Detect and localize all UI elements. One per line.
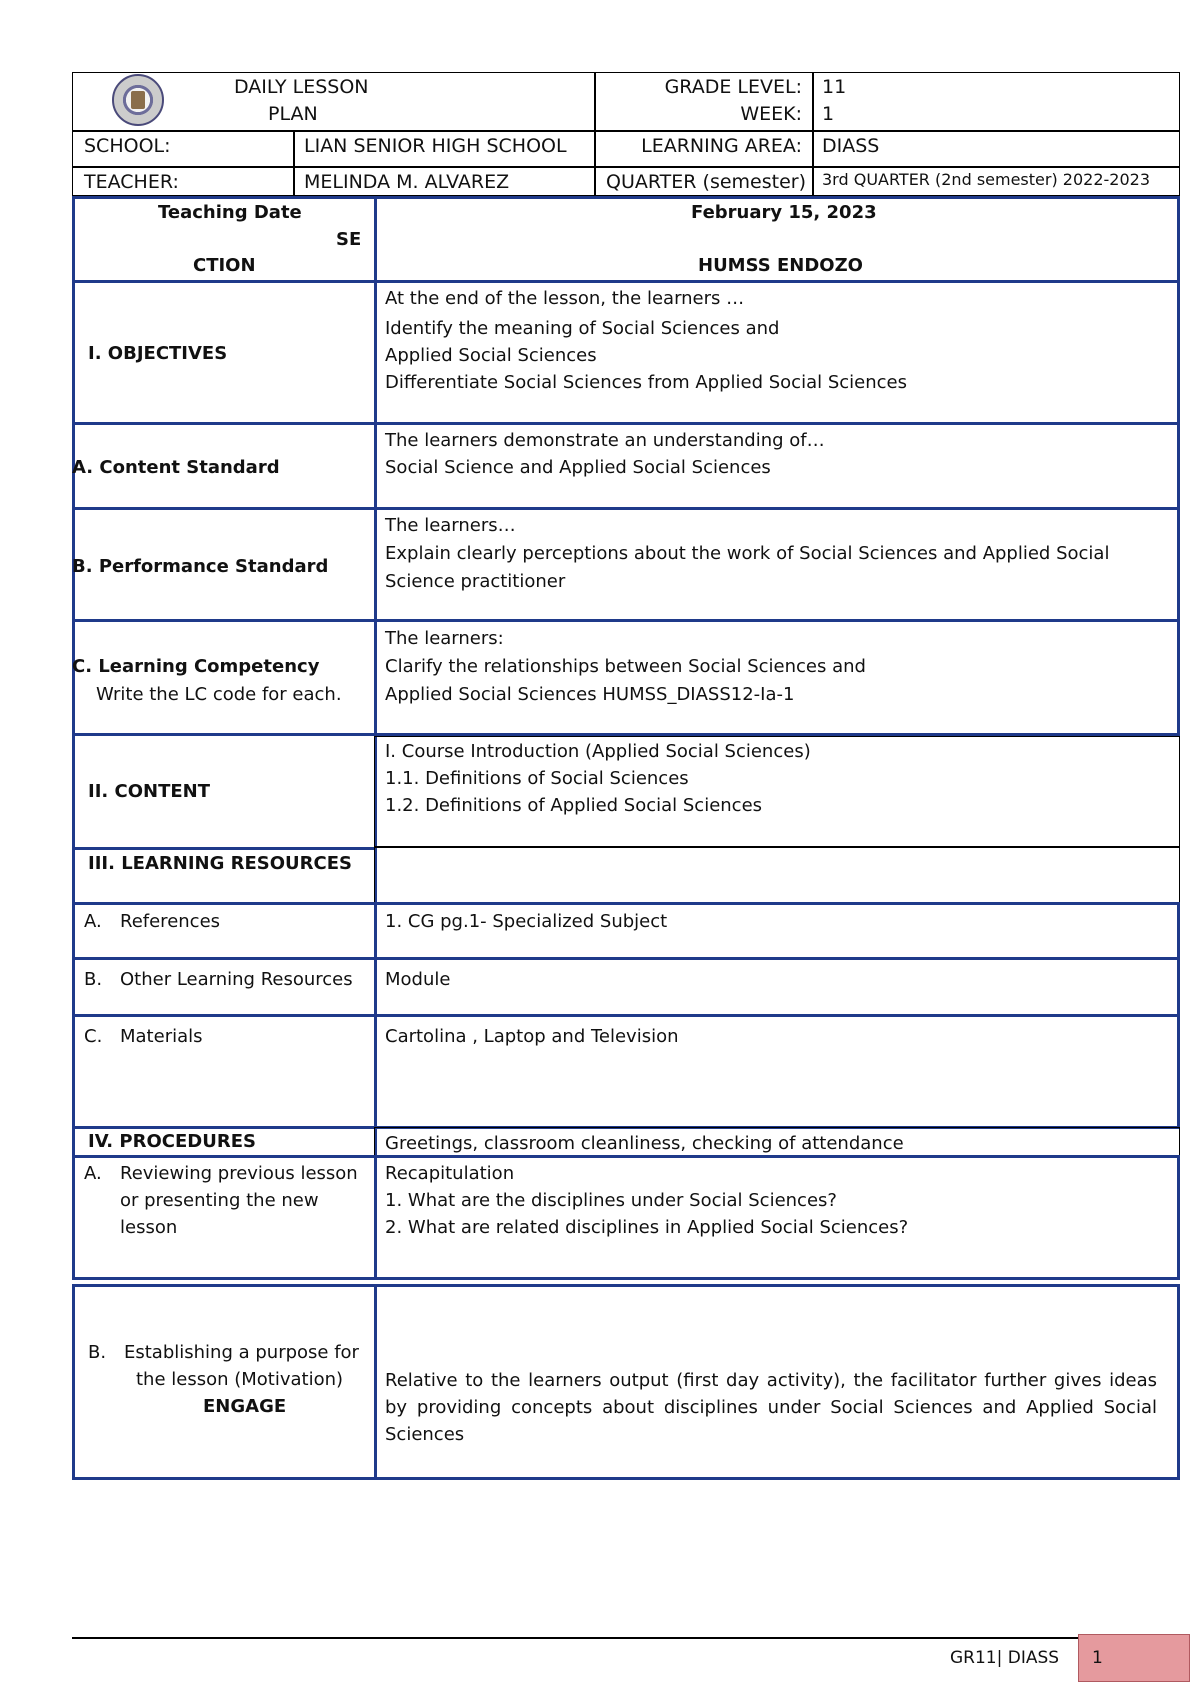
references-label-cell	[72, 902, 377, 960]
week-value: 1	[822, 103, 835, 125]
section-value: HUMSS ENDOZO	[698, 255, 863, 276]
procedure-a-label-line: or presenting the new	[120, 1190, 319, 1211]
materials-label-cell	[72, 1014, 377, 1129]
content-standard-line: Social Science and Applied Social Sciences	[385, 457, 771, 478]
materials-value: Cartolina , Laptop and Television	[385, 1026, 679, 1047]
quarter-label: QUARTER (semester)	[606, 171, 806, 193]
learning-area-label: LEARNING AREA:	[641, 135, 802, 157]
performance-standard-line: Explain clearly perceptions about the work of Social Sciences and Applied Social	[385, 543, 1110, 564]
footer-divider	[72, 1637, 1180, 1639]
procedure-a-line: 1. What are the disciplines under Social Sciences?	[385, 1190, 837, 1211]
section-label-part-a: SE	[336, 229, 362, 250]
procedure-a-letter: A.	[84, 1163, 102, 1184]
procedure-b-letter: B.	[88, 1342, 107, 1363]
learning-area-value: DIASS	[822, 135, 880, 157]
performance-standard-label: B. Performance Standard	[72, 556, 329, 577]
competency-line: Applied Social Sciences HUMSS_DIASS12-Ia-1	[385, 684, 795, 705]
content-standard-label: A. Content Standard	[72, 457, 280, 478]
objectives-label: I. OBJECTIVES	[88, 343, 228, 364]
week-label: WEEK:	[740, 103, 802, 125]
references-label: References	[120, 911, 221, 932]
references-value: 1. CG pg.1- Specialized Subject	[385, 911, 668, 932]
content-line: I. Course Introduction (Applied Social Sciences)	[385, 741, 811, 762]
materials-label: Materials	[120, 1026, 203, 1047]
procedure-a-label-line: lesson	[120, 1217, 178, 1238]
grade-level-value: 11	[822, 76, 847, 98]
school-label: SCHOOL:	[84, 135, 171, 157]
references-letter: A.	[84, 911, 102, 932]
other-resources-letter: B.	[84, 969, 103, 990]
procedures-label: IV. PROCEDURES	[88, 1131, 256, 1152]
other-resources-value: Module	[385, 969, 451, 990]
procedure-a-line: 2. What are related disciplines in Applied Social Sciences?	[385, 1217, 909, 1238]
procedure-b-label-line: the lesson (Motivation)	[136, 1369, 344, 1390]
grade-level-label: GRADE LEVEL:	[664, 76, 802, 98]
competency-line: Clarify the relationships between Social Sciences and	[385, 656, 866, 677]
objectives-line: At the end of the lesson, the learners …	[385, 288, 745, 309]
competency-line: The learners:	[385, 628, 504, 649]
objectives-line: Differentiate Social Sciences from Applied Social Sciences	[385, 372, 907, 393]
materials-letter: C.	[84, 1026, 103, 1047]
plan-title-line2: PLAN	[268, 103, 318, 125]
content-line: 1.2. Definitions of Applied Social Sciences	[385, 795, 763, 816]
content-standard-line: The learners demonstrate an understanding of…	[385, 430, 825, 451]
procedure-b-label-line: Establishing a purpose for	[124, 1342, 359, 1363]
content-line: 1.1. Definitions of Social Sciences	[385, 768, 689, 789]
procedures-intro: Greetings, classroom cleanliness, checking of attendance	[385, 1133, 904, 1154]
other-resources-content-cell	[374, 957, 1180, 1017]
teaching-date-value: February 15, 2023	[691, 202, 877, 223]
footer-text: GR11| DIASS	[950, 1648, 1060, 1668]
objectives-line: Applied Social Sciences	[385, 345, 597, 366]
other-resources-label: Other Learning Resources	[120, 969, 353, 990]
performance-standard-line: The learners…	[385, 515, 516, 536]
plan-title-line1: DAILY LESSON	[234, 76, 369, 98]
section-label-part-b: CTION	[193, 255, 256, 276]
teacher-label: TEACHER:	[84, 171, 179, 193]
deped-seal-logo	[112, 74, 164, 126]
teaching-date-label: Teaching Date	[158, 202, 302, 223]
procedure-a-line: Recapitulation	[385, 1163, 515, 1184]
procedure-b-text: Relative to the learners output (first day activity), the facilitator further gives ideas by providing concepts about disciplines under Social Sciences and Applied Social Sciences	[385, 1370, 1157, 1445]
procedure-b-engage-label: ENGAGE	[203, 1396, 287, 1417]
competency-sublabel: Write the LC code for each.	[96, 684, 342, 705]
objectives-line: Identify the meaning of Social Sciences and	[385, 318, 780, 339]
procedure-a-label-line: Reviewing previous lesson	[120, 1163, 358, 1184]
resources-content-cell	[374, 847, 1180, 905]
content-label: II. CONTENT	[88, 781, 210, 802]
quarter-value: 3rd QUARTER (2nd semester) 2022-2023	[822, 170, 1150, 189]
page-number: 1	[1092, 1648, 1103, 1668]
teacher-value: MELINDA M. ALVAREZ	[304, 171, 510, 193]
resources-label: III. LEARNING RESOURCES	[88, 853, 352, 874]
school-value: LIAN SENIOR HIGH SCHOOL	[304, 135, 567, 157]
performance-standard-line: Science practitioner	[385, 571, 566, 592]
competency-label: C. Learning Competency	[72, 656, 320, 677]
